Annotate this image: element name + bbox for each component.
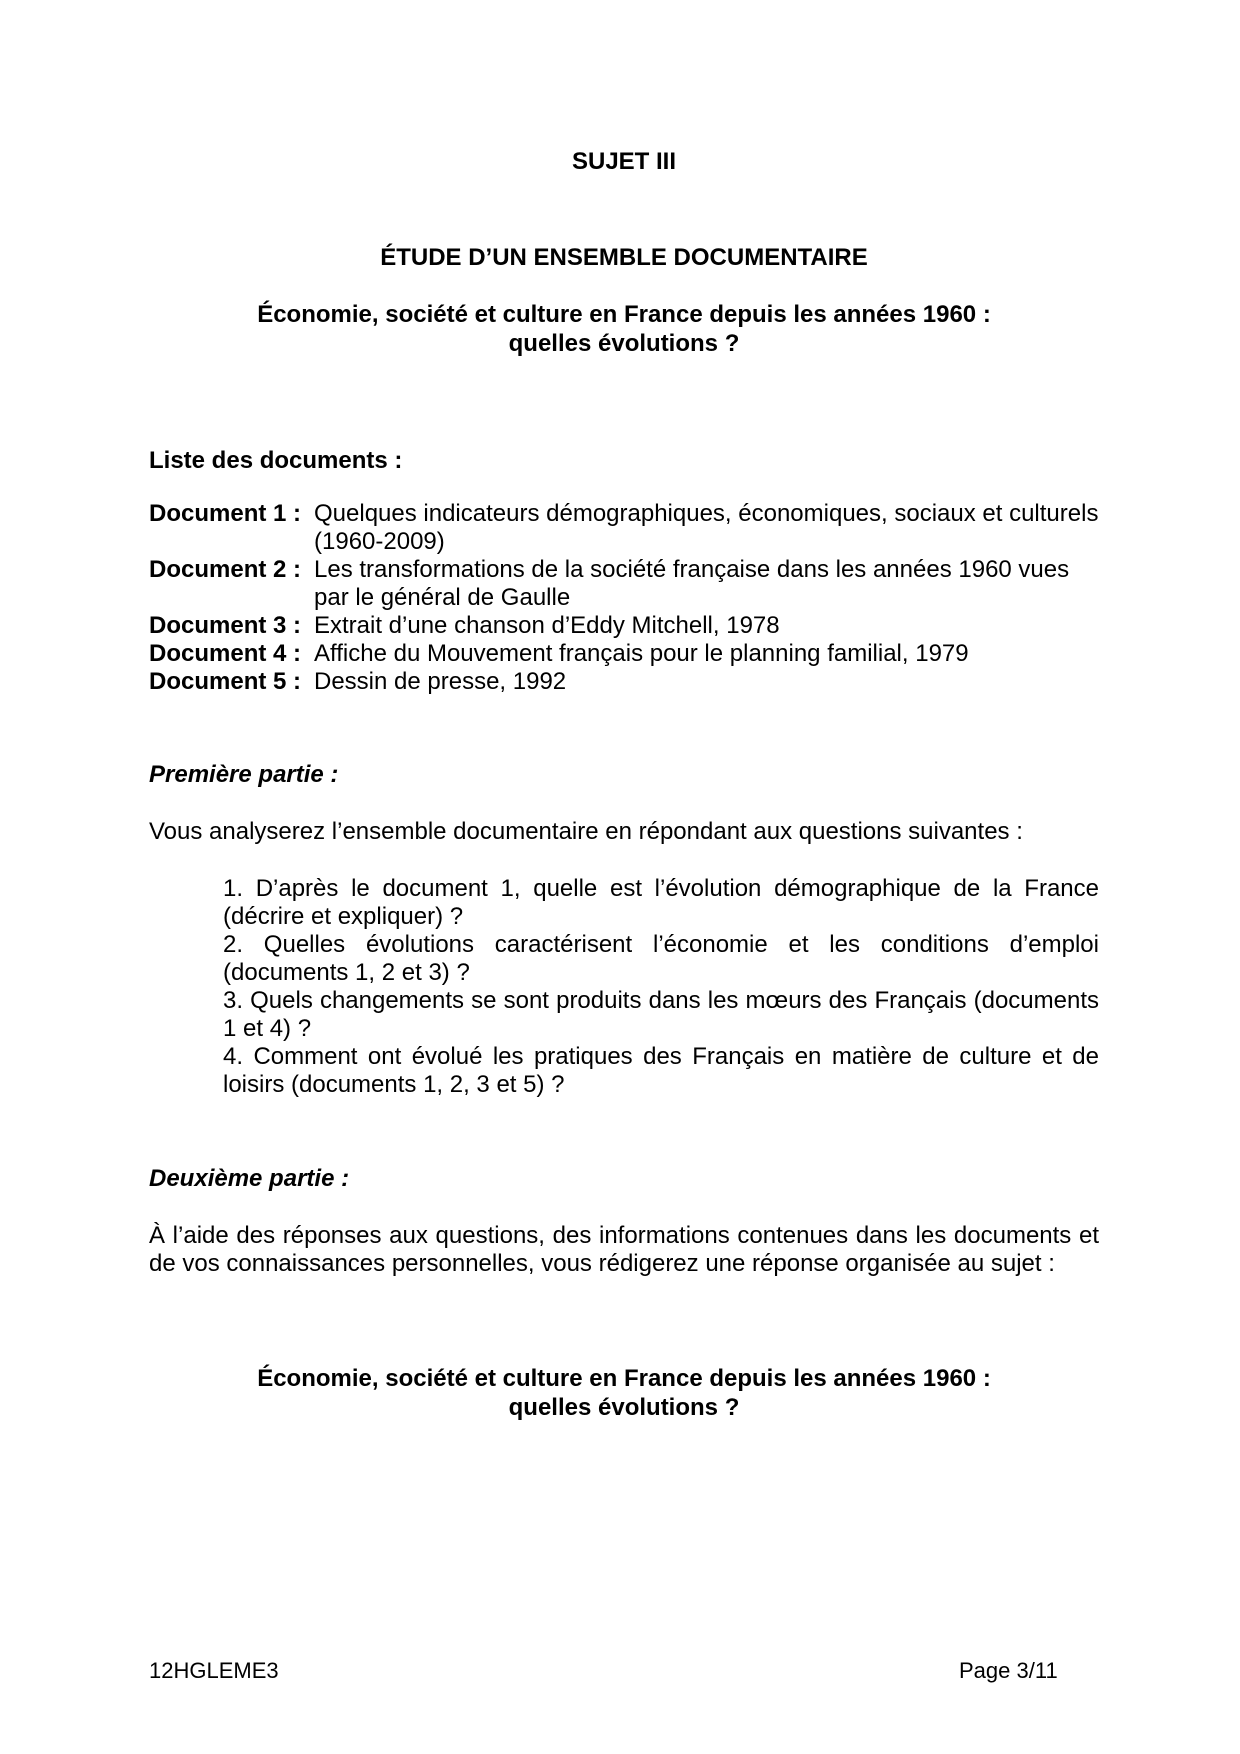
main-title-line-2: quelles évolutions ? (508, 330, 740, 357)
document-list-item (149, 640, 1109, 668)
question-item: 3. Quels changements se sont produits dans les mœurs des Français (documents 1 et 4) ? (223, 987, 1099, 1042)
part2-instructions: À l’aide des réponses aux questions, des informations contenues dans les documents et de vos connaissances personnelles, vous rédigerez une réponse organisée au sujet : (149, 1222, 1099, 1277)
document-label: Document 1 : (149, 500, 308, 527)
document-label: Document 4 : (149, 640, 308, 667)
document-description: Quelques indicateurs démographiques, économiques, sociaux et culturels (1960-2009) (314, 500, 1099, 555)
question-list (223, 875, 1099, 1099)
document-list-item (149, 668, 1109, 696)
document-label: Document 5 : (149, 668, 308, 695)
document-list-heading: Liste des documents : (149, 447, 403, 474)
question-item: 1. D’après le document 1, quelle est l’évolution démographique de la France (décrire et expliquer) ? (223, 875, 1099, 930)
document-list (149, 500, 1109, 696)
part1-intro: Vous analyserez l’ensemble documentaire en répondant aux questions suivantes : (149, 818, 1023, 845)
document-description: Extrait d’une chanson d’Eddy Mitchell, 1978 (314, 612, 780, 639)
subject-label: SUJET III (571, 148, 677, 175)
document-label: Document 2 : (149, 556, 308, 583)
final-title (149, 1365, 1099, 1423)
document-description: Dessin de presse, 1992 (314, 668, 567, 695)
part1-heading: Première partie : (149, 761, 339, 788)
main-title-line-1: Économie, société et culture en France depuis les années 1960 : (257, 301, 991, 328)
question-item: 4. Comment ont évolué les pratiques des Français en matière de culture et de loisirs (documents 1, 2, 3 et 5) ? (223, 1043, 1099, 1098)
document-description: Les transformations de la société française dans les années 1960 vues par le général de Gaulle (314, 556, 1070, 611)
document-list-item (149, 612, 1109, 640)
footer-page-number: Page 3/11 (959, 1658, 1058, 1683)
final-title-line-2: quelles évolutions ? (508, 1394, 740, 1421)
final-title-line-1: Économie, société et culture en France depuis les années 1960 : (257, 1365, 991, 1392)
question-item: 2. Quelles évolutions caractérisent l’économie et les conditions d’emploi (documents 1, 2 et 3) ? (223, 931, 1099, 986)
part2-heading: Deuxième partie : (149, 1165, 350, 1192)
document-label: Document 3 : (149, 612, 308, 639)
document-list-item (149, 500, 1109, 556)
main-title (149, 301, 1099, 359)
document-list-item (149, 556, 1109, 612)
footer-code: 12HGLEME3 (149, 1658, 279, 1683)
exercise-title: ÉTUDE D’UN ENSEMBLE DOCUMENTAIRE (380, 244, 868, 271)
document-description: Affiche du Mouvement français pour le planning familial, 1979 (314, 640, 969, 667)
